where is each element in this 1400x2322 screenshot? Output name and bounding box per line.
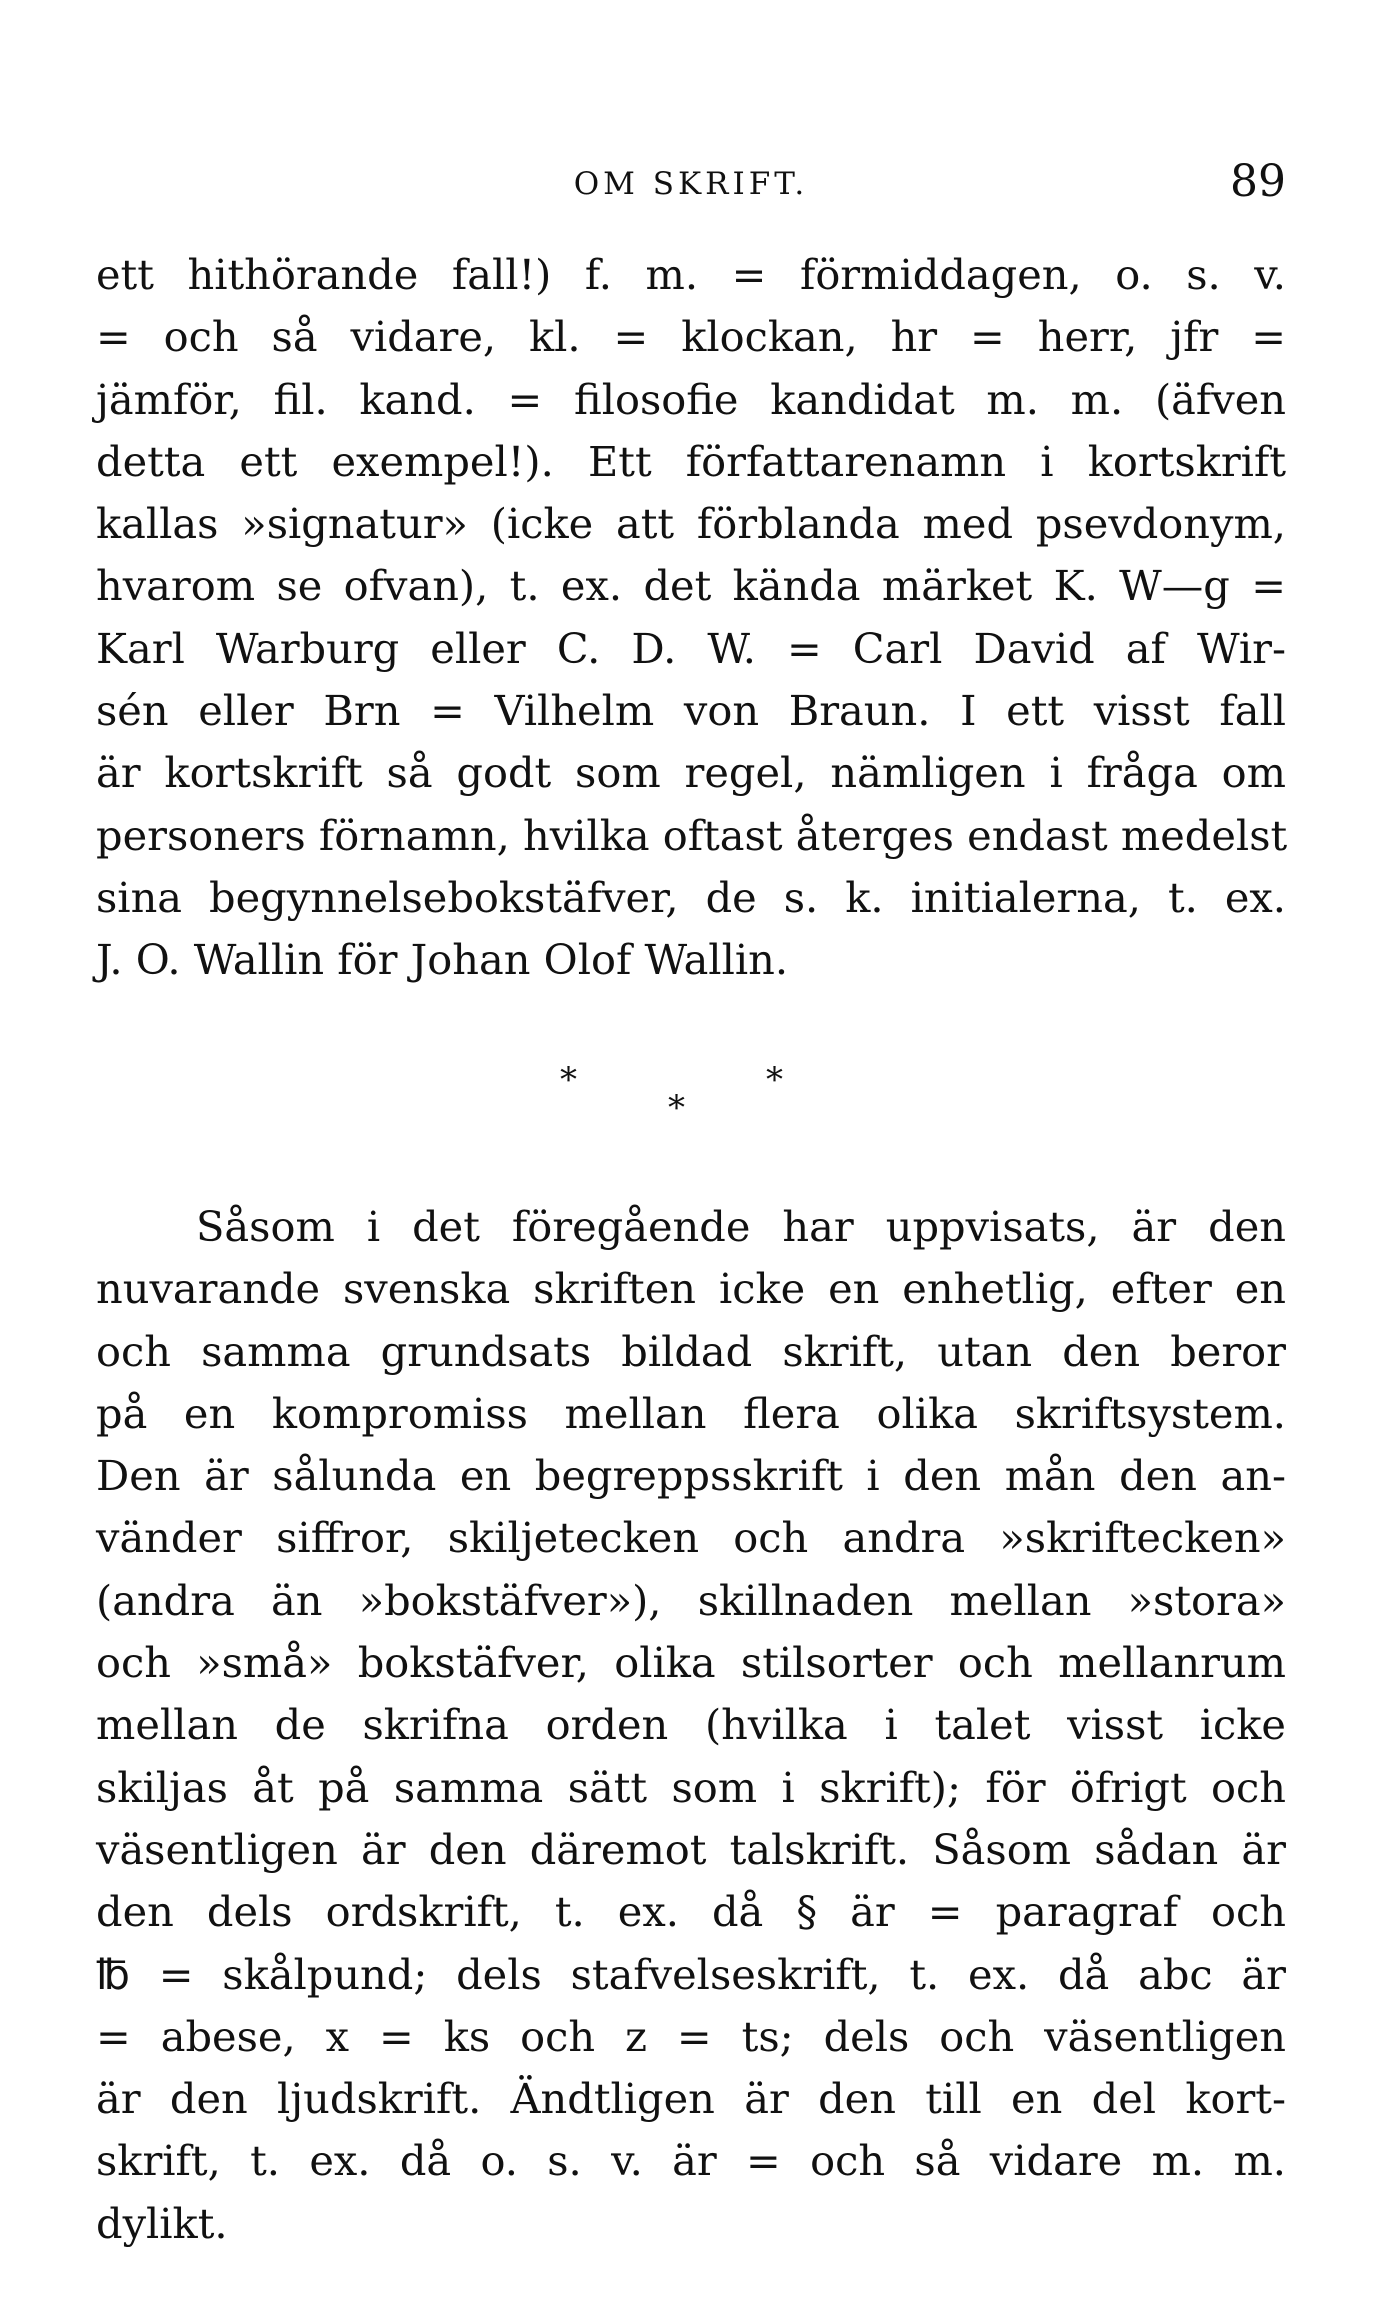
running-title: OM SKRIFT. — [573, 166, 809, 202]
text-line: kallas »signatur» (icke att förblanda med psevdonym, — [96, 499, 1286, 549]
text-line: = abese, x = ks och z = ts; dels och väsentligen — [96, 2011, 1286, 2061]
text-line: och »små» bokstäfver, olika stilsorter och mellanrum — [96, 1638, 1286, 1688]
asterisk-icon: * — [766, 1060, 783, 1100]
text-line: sén eller Brn = Vilhelm von Braun. I ett visst fall — [96, 686, 1286, 736]
asterisk-icon: * — [560, 1060, 577, 1100]
text-line: vänder siffror, skiljetecken och andra »skriftecken» — [96, 1513, 1286, 1563]
text-line: är den ljudskrift. Ändtligen är den till en del kort- — [96, 2074, 1286, 2124]
running-head — [96, 152, 1286, 212]
text-line: mellan de skrifna orden (hvilka i talet visst icke — [96, 1700, 1286, 1750]
text-line: Den är sålunda en begreppsskrift i den mån den an- — [96, 1451, 1286, 1501]
text-line: väsentligen är den däremot talskrift. Såsom sådan är — [96, 1824, 1286, 1874]
text-line: är kortskrift så godt som regel, nämligen i fråga om — [96, 748, 1286, 798]
text-line: skiljas åt på samma sätt som i skrift); för öfrigt och — [96, 1762, 1286, 1812]
text-line: dylikt. — [96, 2198, 228, 2248]
page-number: 89 — [1230, 156, 1286, 207]
text-line: hvarom se ofvan), t. ex. det kända märket K. W—g = — [96, 561, 1286, 611]
text-line: (andra än »bokstäfver»), skillnaden mellan »stora» — [96, 1575, 1286, 1625]
text-line: på en kompromiss mellan flera olika skriftsystem. — [96, 1388, 1286, 1438]
text-line: den dels ordskrift, t. ex. då § är = paragraf och — [96, 1887, 1286, 1937]
text-line: J. O. Wallin för Johan Olof Wallin. — [96, 935, 789, 985]
text-line: jämför, fil. kand. = filosofie kandidat m. m. (äfven — [96, 374, 1286, 424]
text-line: = och så vidare, kl. = klockan, hr = herr, jfr = — [96, 312, 1286, 362]
text-line: sina begynnelsebokstäfver, de s. k. initialerna, t. ex. — [96, 872, 1286, 922]
text-line: och samma grundsats bildad skrift, utan den beror — [96, 1326, 1286, 1376]
asterisk-icon: * — [668, 1088, 685, 1128]
asterism-divider — [560, 1060, 800, 1140]
text-line: nuvarande svenska skriften icke en enhetlig, efter en — [96, 1264, 1286, 1314]
text-line: skrift, t. ex. då o. s. v. är = och så vidare m. m. — [96, 2136, 1286, 2186]
text-line: Såsom i det föregående har uppvisats, är den — [196, 1202, 1286, 1251]
text-line: personers förnamn, hvilka oftast återges endast medelst — [96, 810, 1288, 860]
text-line: Karl Warburg eller C. D. W. = Carl David af Wir- — [96, 623, 1286, 673]
text-line: ℔ = skålpund; dels stafvelseskrift, t. ex. då abc är — [96, 1949, 1286, 1999]
paragraph-main — [96, 1196, 1286, 2255]
paragraph-continued — [96, 244, 1286, 992]
text-line: ett hithörande fall!) f. m. = förmiddagen, o. s. v. — [96, 250, 1286, 299]
text-line: detta ett exempel!). Ett författarenamn i kortskrift — [96, 436, 1286, 486]
